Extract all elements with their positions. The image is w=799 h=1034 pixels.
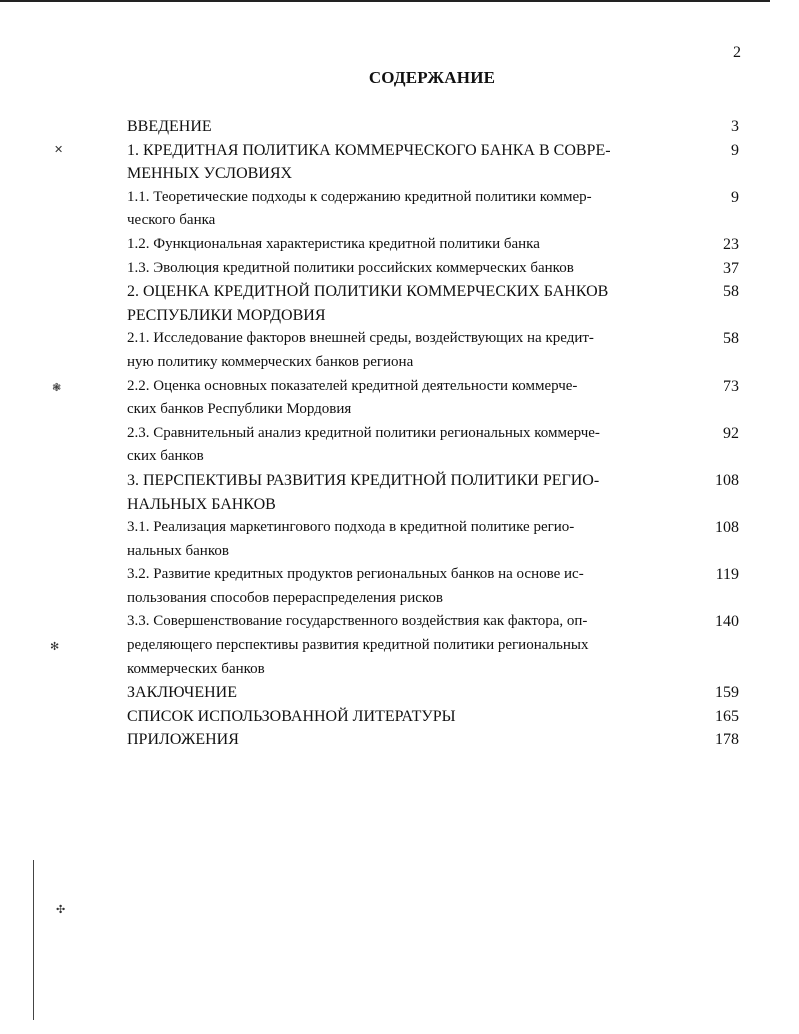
toc-entry[interactable]: [127, 115, 739, 139]
toc-entry[interactable]: [127, 422, 739, 469]
toc-entry-line: пользования способов перераспределения рисков: [127, 589, 443, 606]
toc-entry-page: 178: [715, 731, 739, 749]
toc-entry-title: [127, 327, 692, 374]
toc-entry-title: [127, 186, 692, 233]
toc-entry-page: 119: [715, 566, 739, 584]
toc-entry-title: [127, 563, 692, 610]
toc-entry[interactable]: [127, 516, 739, 563]
toc-entry-page: 73: [723, 377, 739, 395]
margin-mark-1: ✕: [54, 143, 64, 156]
toc-entry-line: 1.3. Эволюция кредитной политики российских коммерческих банков: [127, 259, 574, 276]
toc-entry-page: 9: [731, 188, 739, 206]
toc-entry-title: [127, 257, 692, 281]
toc-entry-line: 2.1. Исследование факторов внешней среды, воздействующих на кредит-: [127, 330, 594, 347]
toc-entry-title: [127, 422, 692, 469]
toc-entry-line: 2.2. Оценка основных показателей кредитной деятельности коммерче-: [127, 377, 578, 394]
toc-entry-page: 92: [723, 424, 739, 442]
toc-entry-title: [127, 469, 692, 516]
toc-entry-title: [127, 139, 692, 186]
toc-entry-line: ределяющего перспективы развития кредитной политики региональных: [127, 637, 589, 654]
toc-entry[interactable]: [127, 610, 739, 681]
toc-entry-line: ских банков: [127, 448, 204, 465]
toc-entry[interactable]: [127, 233, 739, 257]
toc-entry[interactable]: [127, 728, 739, 752]
toc-entry-line: ческого банка: [127, 212, 216, 229]
toc-entry-title: [127, 280, 692, 327]
page-number: 2: [733, 44, 741, 61]
toc-entry-line: РЕСПУБЛИКИ МОРДОВИЯ: [127, 306, 326, 324]
toc-entry-page: 159: [715, 684, 739, 702]
toc-entry-line: 3.2. Развитие кредитных продуктов региональных банков на основе ис-: [127, 566, 584, 583]
toc-entry[interactable]: [127, 139, 739, 186]
toc-entry-line: НАЛЬНЫХ БАНКОВ: [127, 495, 276, 513]
toc-entry-page: 140: [715, 613, 739, 631]
toc-entry-title: [127, 705, 692, 729]
toc-entry-page: 23: [723, 235, 739, 253]
toc-entry-line: ПРИЛОЖЕНИЯ: [127, 731, 239, 749]
toc-entry[interactable]: [127, 280, 739, 327]
toc-entry[interactable]: [127, 469, 739, 516]
toc-entry-line: ЗАКЛЮЧЕНИЕ: [127, 684, 237, 702]
margin-binding-line: [33, 860, 34, 1020]
toc-entry-line: 1. КРЕДИТНАЯ ПОЛИТИКА КОММЕРЧЕСКОГО БАНКА В СОВРЕ-: [127, 141, 611, 159]
toc-entry[interactable]: [127, 327, 739, 374]
toc-entry-line: 3.1. Реализация маркетингового подхода в кредитной политике регио-: [127, 519, 575, 536]
toc-entry[interactable]: [127, 257, 739, 281]
toc-entry-line: нальных банков: [127, 542, 229, 559]
toc-entry-line: 2. ОЦЕНКА КРЕДИТНОЙ ПОЛИТИКИ КОММЕРЧЕСКИХ БАНКОВ: [127, 283, 609, 301]
toc-entry-title: [127, 681, 692, 705]
toc-entry-line: МЕННЫХ УСЛОВИЯХ: [127, 165, 293, 183]
toc-entry-line: СПИСОК ИСПОЛЬЗОВАННОЙ ЛИТЕРАТУРЫ: [127, 707, 456, 725]
toc-entry-page: 108: [715, 519, 739, 537]
toc-entry-line: 1.1. Теоретические подходы к содержанию кредитной политики коммер-: [127, 188, 592, 205]
toc-entry[interactable]: [127, 375, 739, 422]
toc-entry-title: [127, 516, 692, 563]
toc-entry-line: 3.3. Совершенствование государственного воздействия как фактора, оп-: [127, 613, 588, 630]
page-title: СОДЕРЖАНИЕ: [368, 68, 496, 87]
toc-entry-title: [127, 233, 692, 257]
toc-entry-line: 1.2. Функциональная характеристика кредитной политики банка: [127, 235, 540, 252]
toc-entry-title: [127, 115, 692, 139]
toc-entry-page: 165: [715, 707, 739, 725]
toc-entry-line: 3. ПЕРСПЕКТИВЫ РАЗВИТИЯ КРЕДИТНОЙ ПОЛИТИКИ РЕГИО-: [127, 471, 600, 489]
toc-entry-page: 37: [723, 259, 739, 277]
margin-mark-4: ✣: [56, 903, 66, 916]
toc-entry-title: [127, 728, 692, 752]
toc-entry[interactable]: [127, 705, 739, 729]
top-border-line: [0, 0, 770, 2]
toc-entry[interactable]: [127, 681, 739, 705]
margin-mark-2: ❃: [52, 381, 62, 394]
toc-entry-title: [127, 375, 692, 422]
toc-entry-page: 9: [731, 141, 739, 159]
toc-entry-line: ВВЕДЕНИЕ: [127, 118, 212, 135]
toc-entry-page: 3: [731, 118, 739, 135]
toc-entry[interactable]: [127, 563, 739, 610]
toc-entry-line: ских банков Республики Мордовия: [127, 401, 352, 418]
toc-entry-title: [127, 610, 692, 681]
toc-entry-page: 108: [715, 471, 739, 489]
toc-entry-line: коммерческих банков: [127, 660, 265, 677]
table-of-contents: [127, 115, 739, 752]
toc-entry-line: ную политику коммерческих банков региона: [127, 353, 414, 370]
toc-entry-page: 58: [723, 330, 739, 348]
margin-mark-3: ✻: [50, 640, 60, 653]
toc-entry-page: 58: [723, 283, 739, 301]
toc-entry-line: 2.3. Сравнительный анализ кредитной политики региональных коммерче-: [127, 424, 600, 441]
toc-entry[interactable]: [127, 186, 739, 233]
